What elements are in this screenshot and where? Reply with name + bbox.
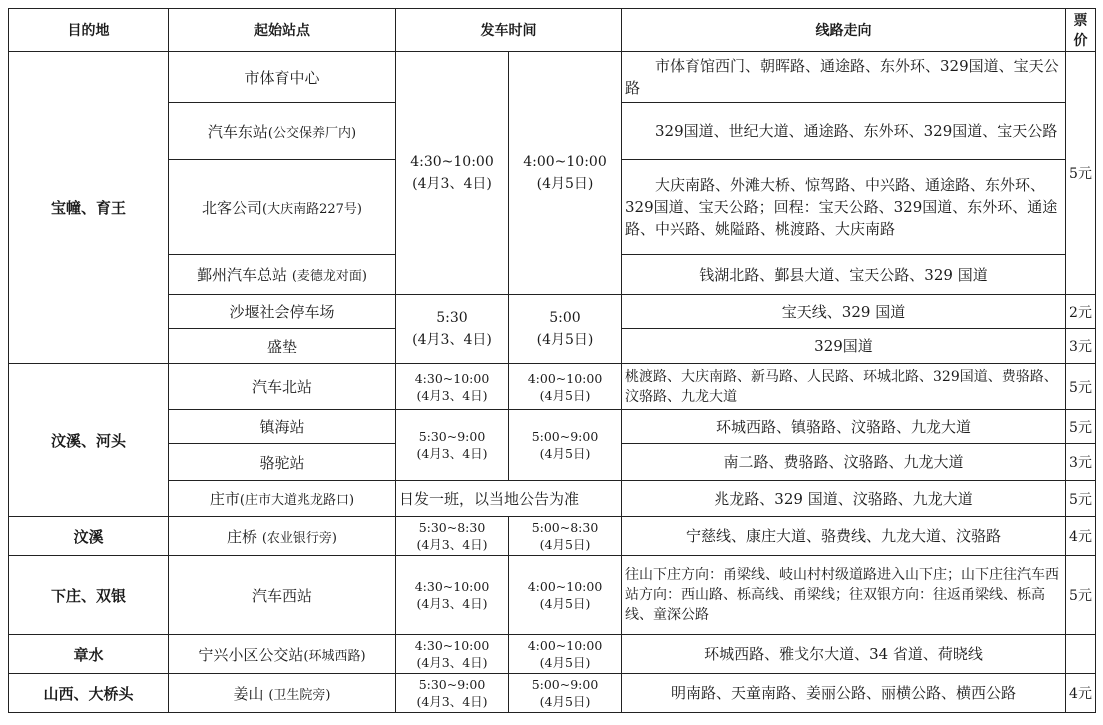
table-row (9, 52, 1096, 103)
time-date: (4月3、4日) (416, 694, 488, 709)
time-date: (4月5日) (539, 694, 591, 709)
time-cell-apr5 (509, 364, 622, 410)
time-range: 4:30~10:00 (414, 579, 490, 594)
time-date: (4月5日) (539, 596, 591, 611)
table-row (9, 364, 1096, 410)
time-date: (4月3、4日) (416, 596, 488, 611)
table-row (9, 635, 1096, 674)
route-cell: 钱湖北路、鄞县大道、宝天公路、329 国道 (622, 255, 1066, 295)
table-row (9, 410, 1096, 444)
time-cell-apr3-4 (396, 674, 509, 713)
time-cell-merged: 日发一班，以当地公告为准 (396, 481, 622, 517)
header-fare: 票价 (1066, 9, 1096, 52)
fare-cell: 3元 (1066, 444, 1096, 481)
destination-cell: 下庄、双银 (9, 556, 169, 635)
time-cell-apr5 (509, 295, 622, 364)
station-name: 镇海站 (259, 418, 305, 436)
station-name: 庄市 (209, 490, 240, 508)
time-cell-apr5 (509, 635, 622, 674)
station-cell (169, 674, 396, 713)
station-cell (169, 160, 396, 255)
time-cell-apr3-4 (396, 410, 509, 481)
time-range: 5:00~8:30 (531, 520, 599, 535)
destination-cell: 汶溪、河头 (9, 364, 169, 517)
station-cell (169, 517, 396, 556)
station-name: 市体育中心 (244, 68, 320, 87)
header-row (9, 9, 1096, 52)
station-cell (169, 103, 396, 160)
station-cell (169, 295, 396, 329)
time-range: 5:30 (436, 310, 468, 326)
route-cell: 环城西路、雅戈尔大道、34 省道、荷晓线 (622, 635, 1066, 674)
bus-schedule-table (8, 8, 1096, 713)
time-range: 5:00~9:00 (531, 429, 599, 444)
station-name: 汽车西站 (251, 586, 312, 605)
station-note: (大庆南路227号) (262, 201, 362, 217)
route-cell: 宁慈线、康庄大道、骆费线、九龙大道、汶骆路 (622, 517, 1066, 556)
route-cell: 明南路、天童南路、姜丽公路、丽横公路、横西公路 (622, 674, 1066, 713)
time-range: 4:30~10:00 (414, 370, 490, 386)
time-cell-apr5 (509, 517, 622, 556)
table-row (9, 556, 1096, 635)
time-cell-apr3-4 (396, 295, 509, 364)
time-date: (4月3、4日) (416, 537, 488, 552)
time-range: 4:00~10:00 (527, 638, 603, 653)
time-date: (4月3、4日) (416, 387, 488, 403)
header-route: 线路走向 (622, 9, 1066, 52)
destination-cell: 汶溪 (9, 517, 169, 556)
station-cell (169, 52, 396, 103)
time-range: 4:00~10:00 (527, 579, 603, 594)
time-cell-apr3-4 (396, 635, 509, 674)
fare-cell (1066, 635, 1096, 674)
station-name: 鄞州汽车总站 (197, 266, 288, 284)
station-name: 汽车东站 (207, 122, 268, 141)
fare-cell: 5元 (1066, 364, 1096, 410)
station-note: (环城西路) (303, 648, 366, 664)
route-cell: 市体育馆西门、朝晖路、通途路、东外环、329国道、宝天公路 (622, 52, 1066, 103)
station-note: (庄市大道兆龙路口) (239, 493, 355, 508)
time-cell-apr5 (509, 674, 622, 713)
time-date: (4月5日) (536, 332, 594, 348)
route-cell: 南二路、费骆路、汶骆路、九龙大道 (622, 444, 1066, 481)
time-range: 5:30~9:00 (418, 429, 486, 444)
time-range: 5:30~9:00 (418, 677, 486, 692)
time-cell-apr3-4 (396, 517, 509, 556)
time-cell-apr5 (509, 410, 622, 481)
time-date: (4月3、4日) (412, 332, 492, 348)
time-cell-apr3-4 (396, 52, 509, 295)
route-cell: 329国道、世纪大道、通途路、东外环、329国道、宝天公路 (622, 103, 1066, 160)
station-name: 骆驼站 (259, 453, 305, 472)
station-name: 北客公司 (202, 198, 263, 217)
destination-cell: 山西、大桥头 (9, 674, 169, 713)
station-cell (169, 329, 396, 364)
station-name: 庄桥 (227, 527, 258, 546)
route-cell: 桃渡路、大庆南路、新马路、人民路、环城北路、329国道、费骆路、汶骆路、九龙大道 (622, 364, 1066, 410)
route-cell: 往山下庄方向：甬梁线、岐山村村级道路进入山下庄；山下庄往汽车西站方向：西山路、栎高线、甬梁线；往双银方向：往返甬梁线、栎高线、童深公路 (622, 556, 1066, 635)
fare-cell: 5元 (1066, 52, 1096, 295)
station-name: 汽车北站 (251, 378, 312, 396)
fare-cell: 5元 (1066, 556, 1096, 635)
header-departure-time: 发车时间 (396, 9, 622, 52)
station-cell (169, 635, 396, 674)
route-cell: 兆龙路、329 国道、汶骆路、九龙大道 (622, 481, 1066, 517)
time-cell-apr5 (509, 556, 622, 635)
fare-cell: 2元 (1066, 295, 1096, 329)
time-cell-apr5 (509, 52, 622, 295)
fare-cell: 4元 (1066, 674, 1096, 713)
time-date: (4月5日) (539, 537, 591, 552)
route-cell: 大庆南路、外滩大桥、惊驾路、中兴路、通途路、东外环、329国道、宝天公路；回程：宝天公路、329国道、东外环、通途路、中兴路、姚隘路、桃渡路、大庆南路 (622, 160, 1066, 255)
table-row (9, 481, 1096, 517)
station-name: 宁兴小区公交站 (198, 645, 304, 664)
station-note: (公交保养厂内) (267, 125, 357, 141)
station-note: (农业银行旁) (261, 530, 337, 546)
time-cell-apr3-4 (396, 556, 509, 635)
time-range: 5:00 (549, 310, 581, 326)
time-date: (4月5日) (539, 446, 591, 461)
time-range: 5:00~9:00 (531, 677, 599, 692)
table-row (9, 674, 1096, 713)
header-origin: 起始站点 (169, 9, 396, 52)
time-date: (4月5日) (539, 387, 591, 403)
station-name: 盛垫 (266, 337, 297, 356)
table-row (9, 517, 1096, 556)
time-cell-apr3-4 (396, 364, 509, 410)
time-range: 5:30~8:30 (418, 520, 486, 535)
station-name: 沙堰社会停车场 (229, 303, 335, 321)
fare-cell: 4元 (1066, 517, 1096, 556)
route-cell: 环城西路、镇骆路、汶骆路、九龙大道 (622, 410, 1066, 444)
destination-cell: 宝幢、育王 (9, 52, 169, 364)
time-date: (4月3、4日) (416, 655, 488, 670)
station-cell (169, 444, 396, 481)
station-cell (169, 481, 396, 517)
station-cell (169, 255, 396, 295)
station-note: (卫生院旁) (268, 687, 331, 703)
destination-cell: 章水 (9, 635, 169, 674)
time-date: (4月5日) (539, 655, 591, 670)
route-cell: 329国道 (622, 329, 1066, 364)
fare-cell: 5元 (1066, 410, 1096, 444)
station-name: 姜山 (233, 684, 264, 703)
route-cell: 宝天线、329 国道 (622, 295, 1066, 329)
time-date: (4月3、4日) (412, 176, 492, 192)
station-cell (169, 556, 396, 635)
station-cell (169, 410, 396, 444)
fare-cell: 5元 (1066, 481, 1096, 517)
fare-cell: 3元 (1066, 329, 1096, 364)
station-cell (169, 364, 396, 410)
time-range: 4:30~10:00 (414, 638, 490, 653)
header-destination: 目的地 (9, 9, 169, 52)
time-range: 4:00~10:00 (523, 154, 607, 170)
station-note: (麦德龙对面) (291, 269, 367, 284)
time-range: 4:00~10:00 (527, 370, 603, 386)
time-date: (4月3、4日) (416, 446, 488, 461)
table-row (9, 295, 1096, 329)
time-date: (4月5日) (536, 176, 594, 192)
time-range: 4:30~10:00 (410, 154, 494, 170)
